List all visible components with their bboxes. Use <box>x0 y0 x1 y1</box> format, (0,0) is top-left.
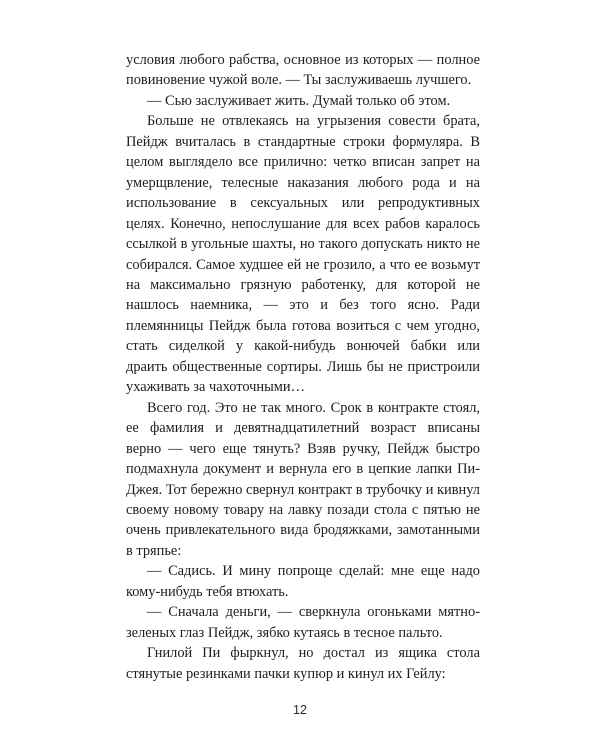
paragraph: Всего год. Это не так много. Срок в контракте стоял, ее фамилия и девятнадцатилетний возраст вписаны верно — чего еще тянуть? Взяв ручку, Пейдж быстро подмахнула документ и вернула его в цепкие лапки Пи-Джея. Тот бережно свернул контракт в трубочку и кивнул своему новому товару на лавку позади стола с пятью не очень привлекательного вида бродяжками, замотанными в тряпье: <box>126 399 480 559</box>
body-text <box>126 50 480 684</box>
paragraph: — Сначала деньги, — сверкнула огоньками мятно-зеленых глаз Пейдж, зябко кутаясь в тесное пальто. <box>126 604 480 641</box>
paragraph: условия любого рабства, основное из которых — полное повиновение чужой воле. — Ты заслуживаешь лучшего. <box>126 52 480 89</box>
paragraph: Гнилой Пи фыркнул, но достал из ящика стола стянутые резинками пачки купюр и кинул их Гейлу: <box>126 645 480 682</box>
paragraph: — Садись. И мину попроще сделай: мне еще надо кому-нибудь тебя втюхать. <box>126 563 480 600</box>
paragraph: Больше не отвлекаясь на угрызения совести брата, Пейдж вчиталась в стандартные строки формуляра. В целом выглядело все прилично: четко вписан запрет на умерщвление, телесные наказания любого рода и на использование в сексуальных или репродуктивных целях. Конечно, непослушание для всех рабов каралось ссылкой в угольные шахты, но такого допускать никто не собирался. Самое худшее ей не грозило, а что ее возьмут на максимально грязную работенку, для которой не нашлось наемника, — это и без того ясно. Ради племянницы Пейдж была готова возиться с чем угодно, стать сиделкой у какой-нибудь вонючей бабки или драить общественные сортиры. Лишь бы не пристроили ухаживать за чахоточными… <box>126 113 480 396</box>
page-number: 12 <box>293 703 307 717</box>
paragraph: — Сью заслуживает жить. Думай только об этом. <box>147 92 451 109</box>
